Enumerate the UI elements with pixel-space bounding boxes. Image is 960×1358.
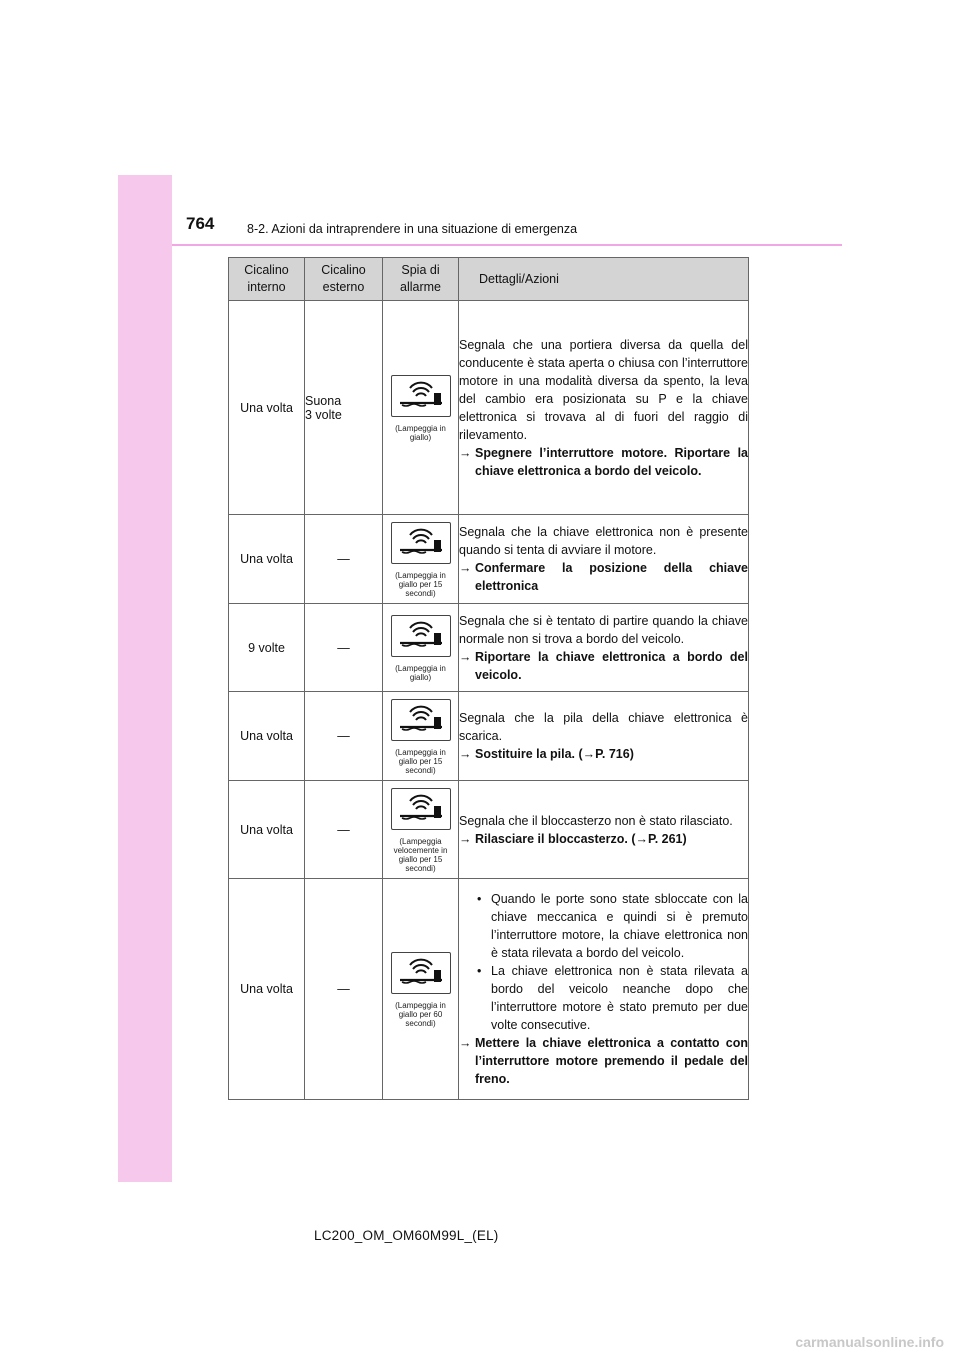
internal-buzzer-cell: Una volta xyxy=(229,301,305,515)
external-buzzer-cell xyxy=(305,692,383,781)
detail-bullet xyxy=(459,962,748,1034)
detail-text: Segnala che il bloccasterzo non è stato rilasciato. xyxy=(459,813,733,828)
document-code: LC200_OM_OM60M99L_(EL) xyxy=(314,1228,499,1243)
lamp-caption: (Lampeggia velocemente in giallo per 15 secondi) xyxy=(393,837,448,873)
external-buzzer-text: Suona 3 volte xyxy=(305,393,342,422)
action-label: Sostituire la pila. (→P. 716) xyxy=(475,747,634,761)
details-cell xyxy=(459,604,749,692)
warning-light-cell xyxy=(383,879,459,1100)
bullet-text: Quando le porte sono state sbloccate con la chiave meccanica e quindi si è premuto l’interruttore motore, la chiave elettronica non è stata rilevata a bordo del veicolo. xyxy=(491,892,748,960)
no-sound-dash: — xyxy=(337,982,350,996)
external-buzzer-cell xyxy=(305,604,383,692)
smart-key-warning-icon xyxy=(391,952,451,994)
no-sound-dash: — xyxy=(337,640,350,655)
arrow-right-icon: → xyxy=(459,445,472,460)
arrow-right-icon: → xyxy=(459,1036,472,1050)
action-label: Rilasciare il bloccasterzo. (→P. 261) xyxy=(475,831,687,846)
warning-light-cell xyxy=(383,301,459,515)
internal-buzzer-cell: Una volta xyxy=(229,781,305,879)
bullet-mark: • xyxy=(477,964,482,978)
table-row xyxy=(229,692,749,781)
detail-text: Segnala che si è tentato di partire quando la chiave normale non si trova a bordo del veicolo. xyxy=(459,613,748,646)
internal-buzzer-cell: 9 volte xyxy=(229,604,305,692)
header-external-buzzer: Cicalino esterno xyxy=(305,258,383,301)
internal-buzzer-cell: Una volta xyxy=(229,879,305,1100)
lamp-caption: (Lampeggia in giallo per 15 secondi) xyxy=(395,571,446,598)
external-buzzer-cell xyxy=(305,515,383,604)
external-buzzer-cell xyxy=(305,879,383,1100)
details-cell xyxy=(459,515,749,604)
table-header-row xyxy=(229,258,749,301)
action-text xyxy=(459,745,748,763)
detail-text: Segnala che la chiave elettronica non è presente quando si tenta di avviare il motore. xyxy=(459,525,748,557)
table-row xyxy=(229,879,749,1100)
table-row xyxy=(229,515,749,604)
table-row xyxy=(229,301,749,515)
chapter-side-tab xyxy=(118,175,172,1182)
smart-key-warning-icon xyxy=(391,615,451,657)
section-title: 8-2. Azioni da intraprendere in una situazione di emergenza xyxy=(247,222,578,236)
header-details-actions: Dettagli/Azioni xyxy=(459,258,749,301)
no-sound-dash: — xyxy=(337,552,350,566)
action-label: Confermare la posizione della chiave elettronica xyxy=(475,561,748,593)
no-sound-dash: — xyxy=(337,822,350,837)
details-cell xyxy=(459,301,749,515)
header-warning-light: Spia di allarme xyxy=(383,258,459,301)
watermark: carmanualsonline.info xyxy=(795,1334,944,1350)
header-divider xyxy=(172,244,842,246)
internal-buzzer-cell: Una volta xyxy=(229,515,305,604)
table-row xyxy=(229,604,749,692)
smart-key-warning-icon xyxy=(391,375,451,417)
lamp-caption: (Lampeggia in giallo) xyxy=(395,424,446,442)
details-cell xyxy=(459,879,749,1100)
bullet-text: La chiave elettronica non è stata rilevata a bordo del veicolo neanche dopo che l’interruttore motore è stato premuto per due volte consecutive. xyxy=(491,964,748,1032)
warning-light-cell xyxy=(383,781,459,879)
warning-buzzer-table xyxy=(228,257,749,1100)
arrow-right-icon: → xyxy=(459,649,472,664)
action-text xyxy=(459,648,748,684)
action-text xyxy=(459,444,748,480)
warning-light-cell xyxy=(383,604,459,692)
detail-bullet-list xyxy=(459,890,748,1034)
action-text xyxy=(459,1034,748,1088)
smart-key-warning-icon xyxy=(391,699,451,741)
detail-bullet xyxy=(459,890,748,962)
external-buzzer-cell xyxy=(305,781,383,879)
no-sound-dash: — xyxy=(337,729,350,743)
lamp-caption: (Lampeggia in giallo per 60 secondi) xyxy=(395,1001,446,1028)
internal-buzzer-cell: Una volta xyxy=(229,692,305,781)
page-number: 764 xyxy=(186,214,215,233)
warning-light-cell xyxy=(383,515,459,604)
lamp-caption: (Lampeggia in giallo) xyxy=(395,664,446,682)
smart-key-warning-icon xyxy=(391,522,451,564)
action-text xyxy=(459,559,748,595)
bullet-mark: • xyxy=(477,892,482,906)
arrow-right-icon: → xyxy=(459,561,472,575)
external-buzzer-cell xyxy=(305,301,383,515)
action-label: Spegnere l’interruttore motore. Riportare la chiave elettronica a bordo del veicolo. xyxy=(475,445,748,478)
lamp-caption: (Lampeggia in giallo per 15 secondi) xyxy=(395,748,446,775)
details-cell xyxy=(459,781,749,879)
detail-text: Segnala che la pila della chiave elettronica è scarica. xyxy=(459,711,748,743)
detail-text: Segnala che una portiera diversa da quella del conducente è stata aperta o chiusa con l’interruttore motore in una modalità diversa da spento, la leva del cambio era posizionata su P e la chiave elettronica si trovava al di fuori del raggio di rilevamento. xyxy=(459,337,748,442)
smart-key-warning-icon xyxy=(391,788,451,830)
table-row xyxy=(229,781,749,879)
arrow-right-icon: → xyxy=(459,747,472,761)
action-text xyxy=(459,830,748,848)
action-label: Mettere la chiave elettronica a contatto con l’interruttore motore premendo il pedale del freno. xyxy=(475,1036,748,1086)
action-label: Riportare la chiave elettronica a bordo del veicolo. xyxy=(475,649,748,682)
header-internal-buzzer: Cicalino interno xyxy=(229,258,305,301)
warning-light-cell xyxy=(383,692,459,781)
arrow-right-icon: → xyxy=(459,831,472,846)
details-cell xyxy=(459,692,749,781)
